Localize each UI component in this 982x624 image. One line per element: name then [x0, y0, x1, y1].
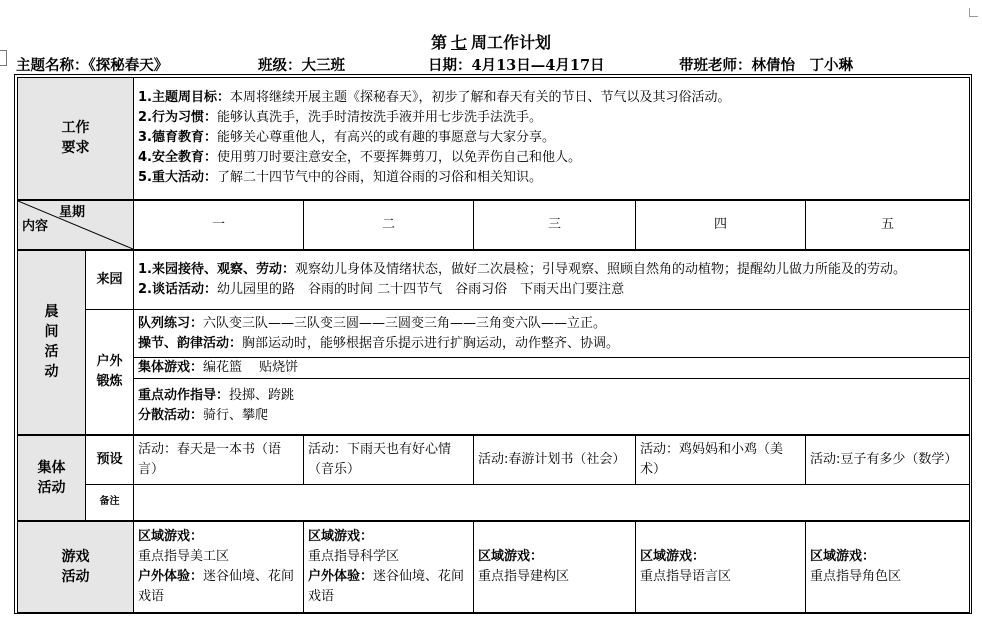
group-activity-label: 集体 活动 [18, 435, 86, 521]
preset-row [18, 435, 970, 485]
page-title: 第 七 周工作计划 [430, 33, 552, 52]
games-tue: 区域游戏： 重点指导科学区 户外体验：迷谷仙境、花间戏语 [304, 521, 474, 613]
games-row [18, 521, 970, 613]
preset-tue: 活动：下雨天也有好心情（音乐） [304, 435, 474, 485]
key-action-row [18, 379, 970, 435]
games-thu: 区域游戏： 重点指导语言区 [636, 521, 806, 613]
weekday-label: 星期 [58, 204, 85, 220]
group-game-row [18, 358, 970, 379]
requirement-item: 3.德育教育：能够关心尊重他人，有高兴的或有趣的事愿意与大家分享。 [138, 130, 555, 146]
arrival-row [18, 250, 970, 310]
key-action-content: 重点动作指导：投掷、跨跳 分散活动：骑行、攀爬 [134, 379, 970, 435]
requirement-item: 2.行为习惯：能够认真洗手，洗手时清按洗手液并用七步洗手法洗手。 [138, 110, 542, 126]
content-label: 内容 [22, 218, 49, 234]
preset-mon: 活动：春天是一本书（语言） [134, 435, 304, 485]
preset-thu: 活动：鸡妈妈和小鸡（美术） [636, 435, 806, 485]
requirements-label: 工作 要求 [18, 78, 134, 200]
arrival-label: 来园 [86, 250, 134, 310]
note-content [134, 485, 970, 521]
games-mon: 区域游戏： 重点指导美工区 户外体验：迷谷仙境、花间戏语 [134, 521, 304, 613]
note-row [18, 485, 970, 521]
weekday-header-row [18, 200, 970, 250]
group-game-content: 集体游戏：编花篮 贴烧饼 [134, 358, 970, 379]
note-label: 备注 [86, 485, 134, 521]
morning-activity-label: 晨 间 活 动 [18, 250, 86, 435]
date-range: 日期：4月13日—4月17日 [428, 57, 605, 74]
requirement-item: 1.主题周目标：本周将继续开展主题《探秘春天》，初步了解和春天有关的节日、节气以及其习俗活动。 [138, 90, 731, 106]
preset-fri: 活动:豆子有多少（数学） [806, 435, 970, 485]
requirements-content [134, 78, 970, 200]
class-name: 班级：大三班 [258, 57, 345, 74]
week-number: 七 [450, 33, 467, 52]
page-corner-mark [969, 8, 978, 17]
day-header-wed: 三 [474, 200, 636, 250]
day-header-tue: 二 [304, 200, 474, 250]
outdoor-exercise-label: 户外 锻炼 [86, 310, 134, 435]
preset-label: 预设 [86, 435, 134, 485]
requirement-item: 5.重大活动：了解二十四节气中的谷雨，知道谷雨的习俗和相关知识。 [138, 170, 542, 186]
day-header-fri: 五 [806, 200, 970, 250]
weekly-plan-table [17, 77, 970, 613]
games-wed: 区域游戏： 重点指导建构区 [474, 521, 636, 613]
teachers: 带班老师：林倩怡 丁小琳 [679, 57, 853, 74]
preset-wed: 活动:春游计划书（社会） [474, 435, 636, 485]
day-header-mon: 一 [134, 200, 304, 250]
diagonal-header-cell [18, 200, 134, 250]
games-label: 游戏 活动 [18, 521, 134, 613]
day-header-thu: 四 [636, 200, 806, 250]
requirements-row [18, 78, 970, 200]
queue-rhythm-content: 队列练习：六队变三队——三队变三圆——三圆变三角——三角变六队——立正。 操节、韵律活动：胸部运动时，能够根据音乐提示进行扩胸运动，动作整齐、协调。 [134, 310, 970, 358]
outdoor-queue-row [18, 310, 970, 358]
theme-name: 主题名称：《探秘春天》 [16, 57, 169, 74]
games-fri: 区域游戏： 重点指导角色区 [806, 521, 970, 613]
arrival-content: 1.来园接待、观察、劳动：观察幼儿身体及情绪状态，做好二次晨检；引导观察、照顾自然角的动植物；提醒幼儿做力所能及的劳动。 2.谈话活动：幼儿园里的路 谷雨的时间 二十四节气 谷雨习俗 下雨天出门要注意 [134, 250, 970, 310]
requirement-item: 4.安全教育：使用剪刀时要注意安全，不要挥舞剪刀，以免弄伤自己和他人。 [138, 150, 581, 166]
